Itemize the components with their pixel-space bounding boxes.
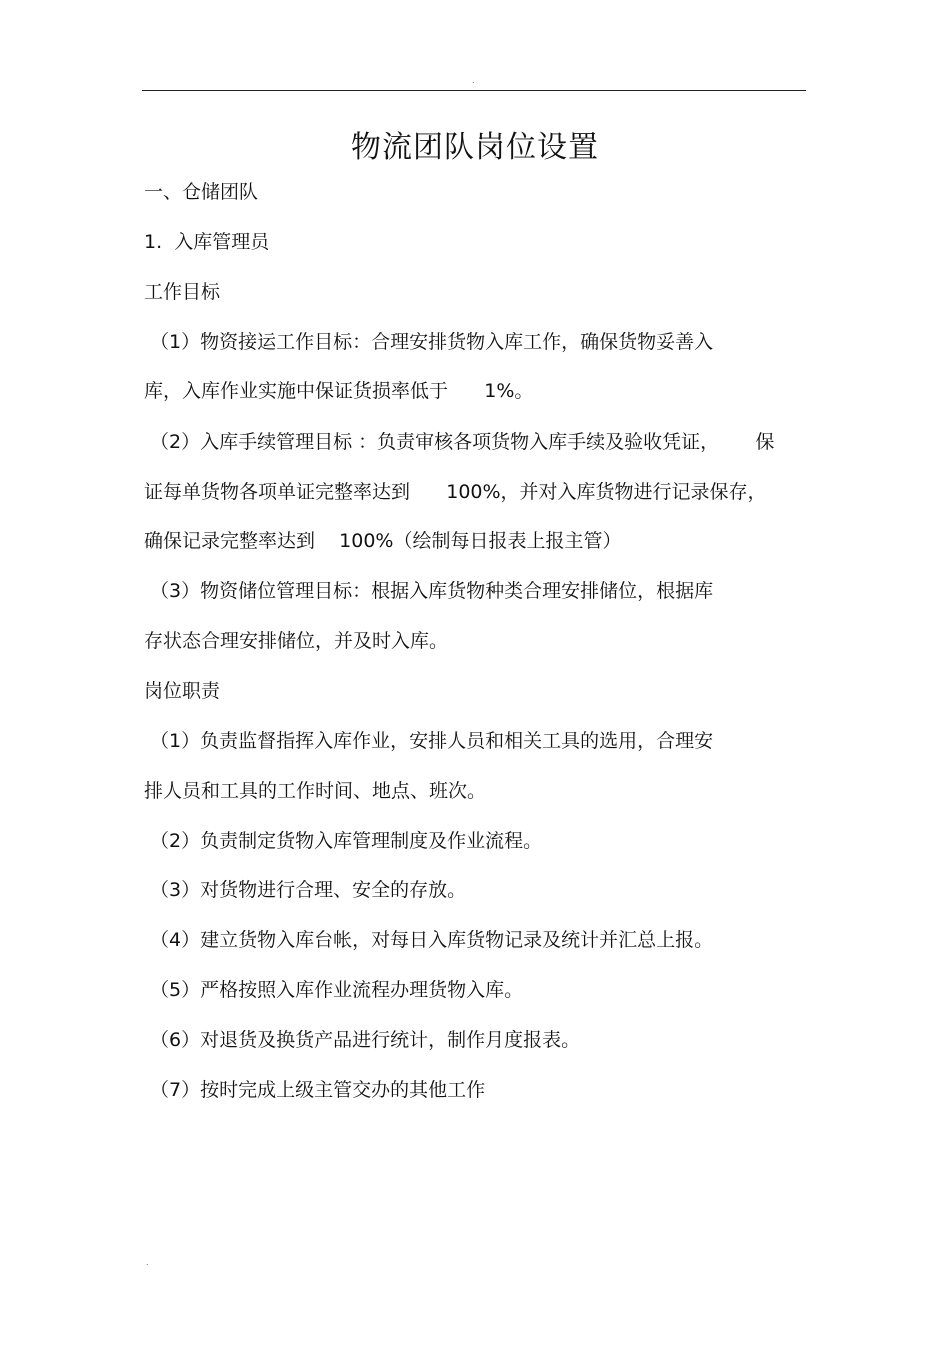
page-title: 物流团队岗位设置 — [351, 130, 599, 165]
goal-1-line-2: 库，入库作业实施中保证货损率低于 1%。 — [144, 380, 534, 402]
goal-2-line-3: 确保记录完整率达到 100%（绘制每日报表上报主管） — [144, 530, 622, 552]
goal-1-line-1: （1）物资接运工作目标：合理安排货物入库工作，确保货物妥善入 — [150, 331, 714, 353]
duty-4: （4）建立货物入库台帐，对每日入库货物记录及统计并汇总上报。 — [150, 929, 714, 951]
section-heading: 一、仓储团队 — [144, 181, 259, 203]
duty-2: （2）负责制定货物入库管理制度及作业流程。 — [150, 830, 543, 852]
duty-3: （3）对货物进行合理、安全的存放。 — [150, 879, 467, 901]
subsection-heading: 1. 入库管理员 — [144, 231, 270, 253]
header-rule — [142, 90, 806, 91]
duty-5: （5）严格按照入库作业流程办理货物入库。 — [150, 979, 524, 1001]
goal-2-line-2: 证每单货物各项单证完整率达到 100%，并对入库货物进行记录保存， — [144, 481, 767, 503]
duty-6: （6）对退货及换货产品进行统计，制作月度报表。 — [150, 1029, 581, 1051]
footer-mark: . — [146, 1258, 149, 1267]
goals-heading: 工作目标 — [144, 281, 221, 303]
header-mark: . — [472, 76, 475, 85]
duty-1-line-1: （1）负责监督指挥入库作业，安排人员和相关工具的选用，合理安 — [150, 730, 714, 752]
goal-2-line-1: （2）入库手续管理目标 ：负责审核各项货物入库手续及验收凭证， 保 — [150, 431, 775, 453]
duty-1-line-2: 排人员和工具的工作时间、地点、班次。 — [144, 780, 487, 802]
duty-7: （7）按时完成上级主管交办的其他工作 — [150, 1079, 486, 1101]
goal-3-line-1: （3）物资储位管理目标：根据入库货物种类合理安排储位，根据库 — [150, 580, 714, 602]
duties-heading: 岗位职责 — [144, 680, 221, 702]
goal-3-line-2: 存状态合理安排储位，并及时入库。 — [144, 630, 449, 652]
